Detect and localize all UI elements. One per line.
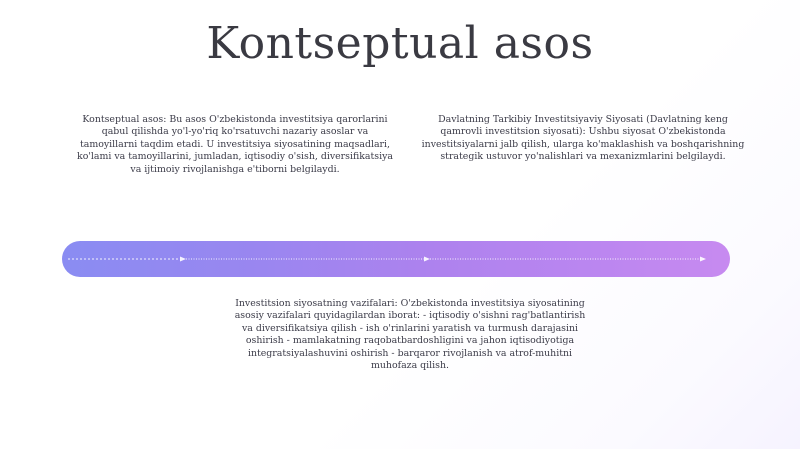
text-block-policy-tasks: Investitsion siyosatning vazifalari: O'zbekistonda investitsiya siyosatining asosiy vazifalari quyidagilardan iborat: - iqtisodiy o'sishni rag'batlantirish va diversifikatsiya qilish - ish o'rinlarini yaratish va turmush darajasini oshirish - mamlakatning raqobatbardoshligini va jahon iqtisodiyotiga integratsiyalashuvini oshirish - barqaror rivojlanish va atrof-muhitni muhofaza qilish. [234, 298, 586, 372]
slide-title: Kontseptual asos [206, 18, 594, 69]
text-block-state-investment-policy: Davlatning Tarkibiy Investitsiyaviy Siyosati (Davlatning keng qamrovli investitsion siyosati): Ushbu siyosat O'zbekistonda investitsiyalarni jalb qilish, ularga ko'maklashish va boshqarishning strategik ustuvor yo'nalishlari va mexanizmlarini belgilaydi. [421, 114, 745, 163]
arrowhead-2-icon [424, 257, 430, 262]
text-block-conceptual-basis: Kontseptual asos: Bu asos O'zbekistonda investitsiya qarorlarini qabul qilishda yo'l-yo'riq ko'rsatuvchi nazariy asoslar va tamoyillarni taqdim etadi. U investitsiya siyosatining maqsadlari, ko'lami va tamoyillarini, jumladan, iqtisodiy o'sish, diversifikatsiya va ijtimoiy rivojlanishga e'tiborni belgilaydi. [77, 114, 393, 175]
timeline-bar [62, 241, 730, 277]
arrowhead-3-icon [700, 257, 706, 262]
timeline-arrows [62, 241, 730, 277]
arrowhead-1-icon [180, 257, 186, 262]
